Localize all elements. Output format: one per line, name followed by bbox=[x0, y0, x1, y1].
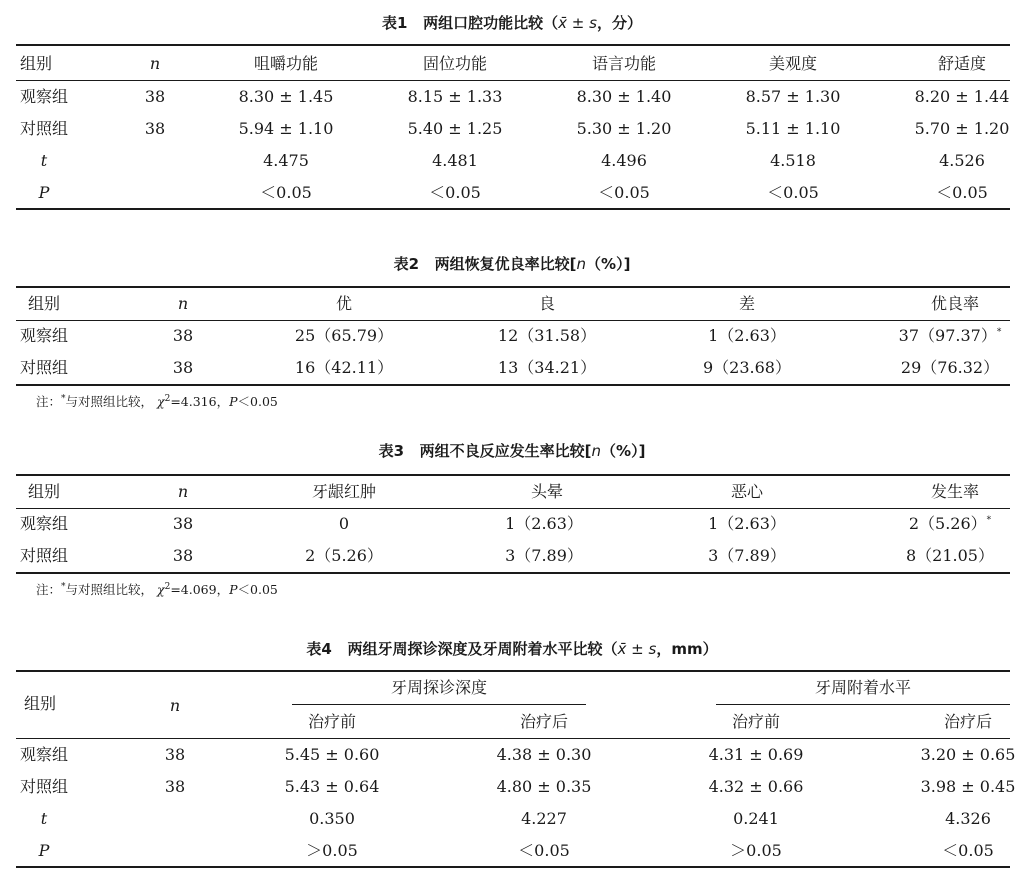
table1-row1-c1: 8.30 ± 1.45 bbox=[238, 87, 334, 106]
table2-caption-text: 两组恢复优良率比较[ bbox=[434, 255, 577, 273]
table2-caption-tail: （%）] bbox=[586, 255, 631, 273]
table1-caption-prefix: 表1 bbox=[382, 14, 408, 32]
table4-caption-text: 两组牙周探诊深度及牙周附着水平比较（ bbox=[347, 640, 618, 658]
table2-header-poor: 差 bbox=[738, 294, 756, 313]
table2-note-prefix: 注： bbox=[36, 394, 62, 409]
table2-row1-c3: 1（2.63） bbox=[708, 326, 786, 345]
table3-row1-c3: 1（2.63） bbox=[708, 514, 786, 533]
table4-row2-c2: 4.80 ± 0.35 bbox=[496, 777, 592, 796]
table1-row1-group: 观察组 bbox=[20, 87, 69, 106]
table2-row1-n: 38 bbox=[172, 326, 194, 345]
table2-star: * bbox=[996, 327, 1002, 338]
table3-note-end: ＜0.05 bbox=[237, 582, 278, 597]
table4-row2-c3: 4.32 ± 0.66 bbox=[708, 777, 804, 796]
table1-header-group: 组别 bbox=[20, 54, 53, 73]
table4-row1-group: 观察组 bbox=[20, 745, 69, 764]
table4-row4-c2: ＜0.05 bbox=[518, 841, 570, 860]
table3-header-n: n bbox=[177, 482, 189, 501]
table3-note-prefix: 注： bbox=[36, 582, 62, 597]
table2-note-sup: 2 bbox=[164, 393, 171, 404]
table4-sub3: 治疗前 bbox=[731, 712, 781, 731]
table3-row1-rate: 2（5.26） bbox=[908, 514, 987, 533]
table1-header-speech: 语言功能 bbox=[591, 54, 657, 73]
table1-row2-n: 38 bbox=[144, 119, 166, 138]
table1-row3-c5: 4.526 bbox=[939, 151, 985, 170]
table2-note-body: 与对照组比较， bbox=[65, 394, 154, 409]
table1-caption-tail: ，分） bbox=[596, 14, 642, 32]
table1-row3-c2: 4.481 bbox=[432, 151, 478, 170]
table4-row3-c2: 4.227 bbox=[521, 809, 567, 828]
table3-row2-c3: 3（7.89） bbox=[708, 546, 786, 565]
table3-star: * bbox=[986, 515, 992, 526]
table2-note-val: =4.316， bbox=[170, 394, 230, 409]
table2-row1-rate: 37（97.37） bbox=[898, 326, 997, 345]
table1-header-comfort: 舒适度 bbox=[937, 54, 987, 73]
table2-header-n: n bbox=[177, 294, 189, 313]
table4-row1-c1: 5.45 ± 0.60 bbox=[284, 745, 380, 764]
table2-note bbox=[36, 392, 278, 410]
table3-header-group: 组别 bbox=[28, 482, 61, 501]
table4-caption-prefix: 表4 bbox=[306, 640, 332, 658]
table1-row2-c3: 5.30 ± 1.20 bbox=[576, 119, 672, 138]
table4-row1-c4: 3.20 ± 0.65 bbox=[920, 745, 1016, 764]
table4-row2-group: 对照组 bbox=[20, 777, 69, 796]
table4-row3-c4: 4.326 bbox=[945, 809, 991, 828]
table4-span2-rule bbox=[716, 704, 1010, 705]
table1-header-chewing: 咀嚼功能 bbox=[253, 54, 319, 73]
table4-caption bbox=[0, 638, 1024, 659]
table3-note-p: P bbox=[229, 582, 238, 597]
table3-row1-n: 38 bbox=[172, 514, 194, 533]
table3-row1-c2: 1（2.63） bbox=[505, 514, 583, 533]
table2-caption-stat: n bbox=[576, 255, 587, 273]
table1-row4-c4: ＜0.05 bbox=[767, 183, 819, 202]
table4-header-n: n bbox=[169, 696, 181, 715]
table3-row2-n: 38 bbox=[172, 546, 194, 565]
table1-header-rule bbox=[16, 80, 1010, 81]
table4-row2-n: 38 bbox=[164, 777, 186, 796]
table3-note-star: * bbox=[61, 581, 66, 592]
table1-row1-c4: 8.57 ± 1.30 bbox=[745, 87, 841, 106]
table4-header-rule bbox=[16, 738, 1010, 739]
table3-row2-c4: 8（21.05） bbox=[906, 546, 994, 565]
table3-top-rule bbox=[16, 474, 1010, 476]
table3-caption-stat: n bbox=[591, 442, 602, 460]
table2-top-rule bbox=[16, 286, 1010, 288]
table2-row1-c4 bbox=[899, 326, 1002, 346]
table2-caption-prefix: 表2 bbox=[393, 255, 419, 273]
table2-row2-c4: 29（76.32） bbox=[900, 358, 1000, 377]
table2-row2-n: 38 bbox=[172, 358, 194, 377]
table1-row2-group: 对照组 bbox=[20, 119, 69, 138]
table3-row1-group: 观察组 bbox=[20, 514, 69, 533]
table2-header-rule bbox=[16, 320, 1010, 321]
table1-header-retention: 固位功能 bbox=[422, 54, 488, 73]
table1-row4-c1: ＜0.05 bbox=[260, 183, 312, 202]
table3-row1-c1: 0 bbox=[338, 514, 350, 533]
table4-row4-label: P bbox=[38, 841, 50, 860]
table4-header-group: 组别 bbox=[24, 694, 57, 713]
table3-header-rule bbox=[16, 508, 1010, 509]
table1-row3-c4: 4.518 bbox=[770, 151, 816, 170]
table4-row1-c2: 4.38 ± 0.30 bbox=[496, 745, 592, 764]
table3-caption-tail: （%）] bbox=[601, 442, 646, 460]
table1-header-n: n bbox=[149, 54, 161, 73]
table3-row1-c4 bbox=[909, 514, 991, 534]
table1-row3-label: t bbox=[40, 151, 48, 170]
table2-bottom-rule bbox=[16, 384, 1010, 386]
table4-row1-c3: 4.31 ± 0.69 bbox=[708, 745, 804, 764]
table1-row3-c1: 4.475 bbox=[263, 151, 309, 170]
table1-row2-c1: 5.94 ± 1.10 bbox=[238, 119, 334, 138]
table3-caption-text: 两组不良反应发生率比较[ bbox=[419, 442, 592, 460]
table1-row2-c5: 5.70 ± 1.20 bbox=[914, 119, 1010, 138]
table2-header-group: 组别 bbox=[28, 294, 61, 313]
table1-row4-c3: ＜0.05 bbox=[598, 183, 650, 202]
table3-header-incidence: 发生率 bbox=[930, 482, 980, 501]
table4-row2-c1: 5.43 ± 0.64 bbox=[284, 777, 380, 796]
table1-row2-c2: 5.40 ± 1.25 bbox=[407, 119, 503, 138]
table3-note-body: 与对照组比较， bbox=[65, 582, 154, 597]
table2-note-star: * bbox=[61, 393, 66, 404]
table4-row3-c1: 0.350 bbox=[309, 809, 355, 828]
table4-sub2: 治疗后 bbox=[519, 712, 569, 731]
table3-header-gum: 牙龈红肿 bbox=[311, 482, 377, 501]
table2-note-p: P bbox=[229, 394, 238, 409]
table4-row3-c3: 0.241 bbox=[733, 809, 779, 828]
table1-row4-c2: ＜0.05 bbox=[429, 183, 481, 202]
table4-sub1: 治疗前 bbox=[307, 712, 357, 731]
table1-top-rule bbox=[16, 44, 1010, 46]
table1-caption-stat: x̄ ± s bbox=[558, 14, 597, 32]
table2-caption bbox=[0, 253, 1024, 274]
table1-row2-c4: 5.11 ± 1.10 bbox=[745, 119, 841, 138]
table4-row3-label: t bbox=[40, 809, 48, 828]
table3-caption bbox=[0, 440, 1024, 461]
table2-row2-c2: 13（34.21） bbox=[497, 358, 597, 377]
table1-row1-c3: 8.30 ± 1.40 bbox=[576, 87, 672, 106]
table4-bottom-rule bbox=[16, 866, 1010, 868]
table4-caption-stat: x̄ ± s bbox=[617, 640, 657, 658]
table2-note-end: ＜0.05 bbox=[237, 394, 278, 409]
table1-bottom-rule bbox=[16, 208, 1010, 210]
table2-row1-c2: 12（31.58） bbox=[497, 326, 597, 345]
table4-header-probing: 牙周探诊深度 bbox=[390, 678, 488, 697]
table4-row4-c4: ＜0.05 bbox=[942, 841, 994, 860]
table2-row2-c3: 9（23.68） bbox=[703, 358, 791, 377]
table2-header-good: 良 bbox=[538, 294, 556, 313]
table3-row2-c2: 3（7.89） bbox=[505, 546, 583, 565]
table1-caption bbox=[0, 12, 1024, 33]
table2-row2-c1: 16（42.11） bbox=[294, 358, 394, 377]
table4-row2-c4: 3.98 ± 0.45 bbox=[920, 777, 1016, 796]
table1-row4-c5: ＜0.05 bbox=[936, 183, 988, 202]
table2-row2-group: 对照组 bbox=[20, 358, 69, 377]
table2-row1-group: 观察组 bbox=[20, 326, 69, 345]
table2-row1-c1: 25（65.79） bbox=[294, 326, 394, 345]
table2-header-excellent: 优 bbox=[335, 294, 353, 313]
table3-caption-prefix: 表3 bbox=[378, 442, 404, 460]
table3-row2-c1: 2（5.26） bbox=[305, 546, 383, 565]
table1-row1-n: 38 bbox=[144, 87, 166, 106]
table1-caption-text: 两组口腔功能比较（ bbox=[423, 14, 559, 32]
table4-row4-c3: ＞0.05 bbox=[730, 841, 782, 860]
table3-row2-group: 对照组 bbox=[20, 546, 69, 565]
table3-note-sup: 2 bbox=[164, 581, 171, 592]
table3-note bbox=[36, 580, 278, 598]
table1-row1-c5: 8.20 ± 1.44 bbox=[914, 87, 1010, 106]
table3-note-val: =4.069， bbox=[170, 582, 230, 597]
table3-header-nausea: 恶心 bbox=[730, 482, 764, 501]
table4-sub4: 治疗后 bbox=[943, 712, 993, 731]
table1-row3-c3: 4.496 bbox=[601, 151, 647, 170]
table2-header-rate: 优良率 bbox=[930, 294, 980, 313]
table1-row1-c2: 8.15 ± 1.33 bbox=[407, 87, 503, 106]
table3-header-dizzy: 头晕 bbox=[530, 482, 564, 501]
table3-note-chi: χ bbox=[157, 582, 165, 597]
table4-caption-tail: ，mm） bbox=[656, 640, 718, 658]
table3-bottom-rule bbox=[16, 572, 1010, 574]
table4-span1-rule bbox=[292, 704, 586, 705]
table4-top-rule bbox=[16, 670, 1010, 672]
table2-note-chi: χ bbox=[157, 394, 165, 409]
table1-header-aesthetics: 美观度 bbox=[768, 54, 818, 73]
table4-row1-n: 38 bbox=[164, 745, 186, 764]
table1-row4-label: P bbox=[38, 183, 50, 202]
table4-row4-c1: ＞0.05 bbox=[306, 841, 358, 860]
table4-header-attachment: 牙周附着水平 bbox=[814, 678, 912, 697]
